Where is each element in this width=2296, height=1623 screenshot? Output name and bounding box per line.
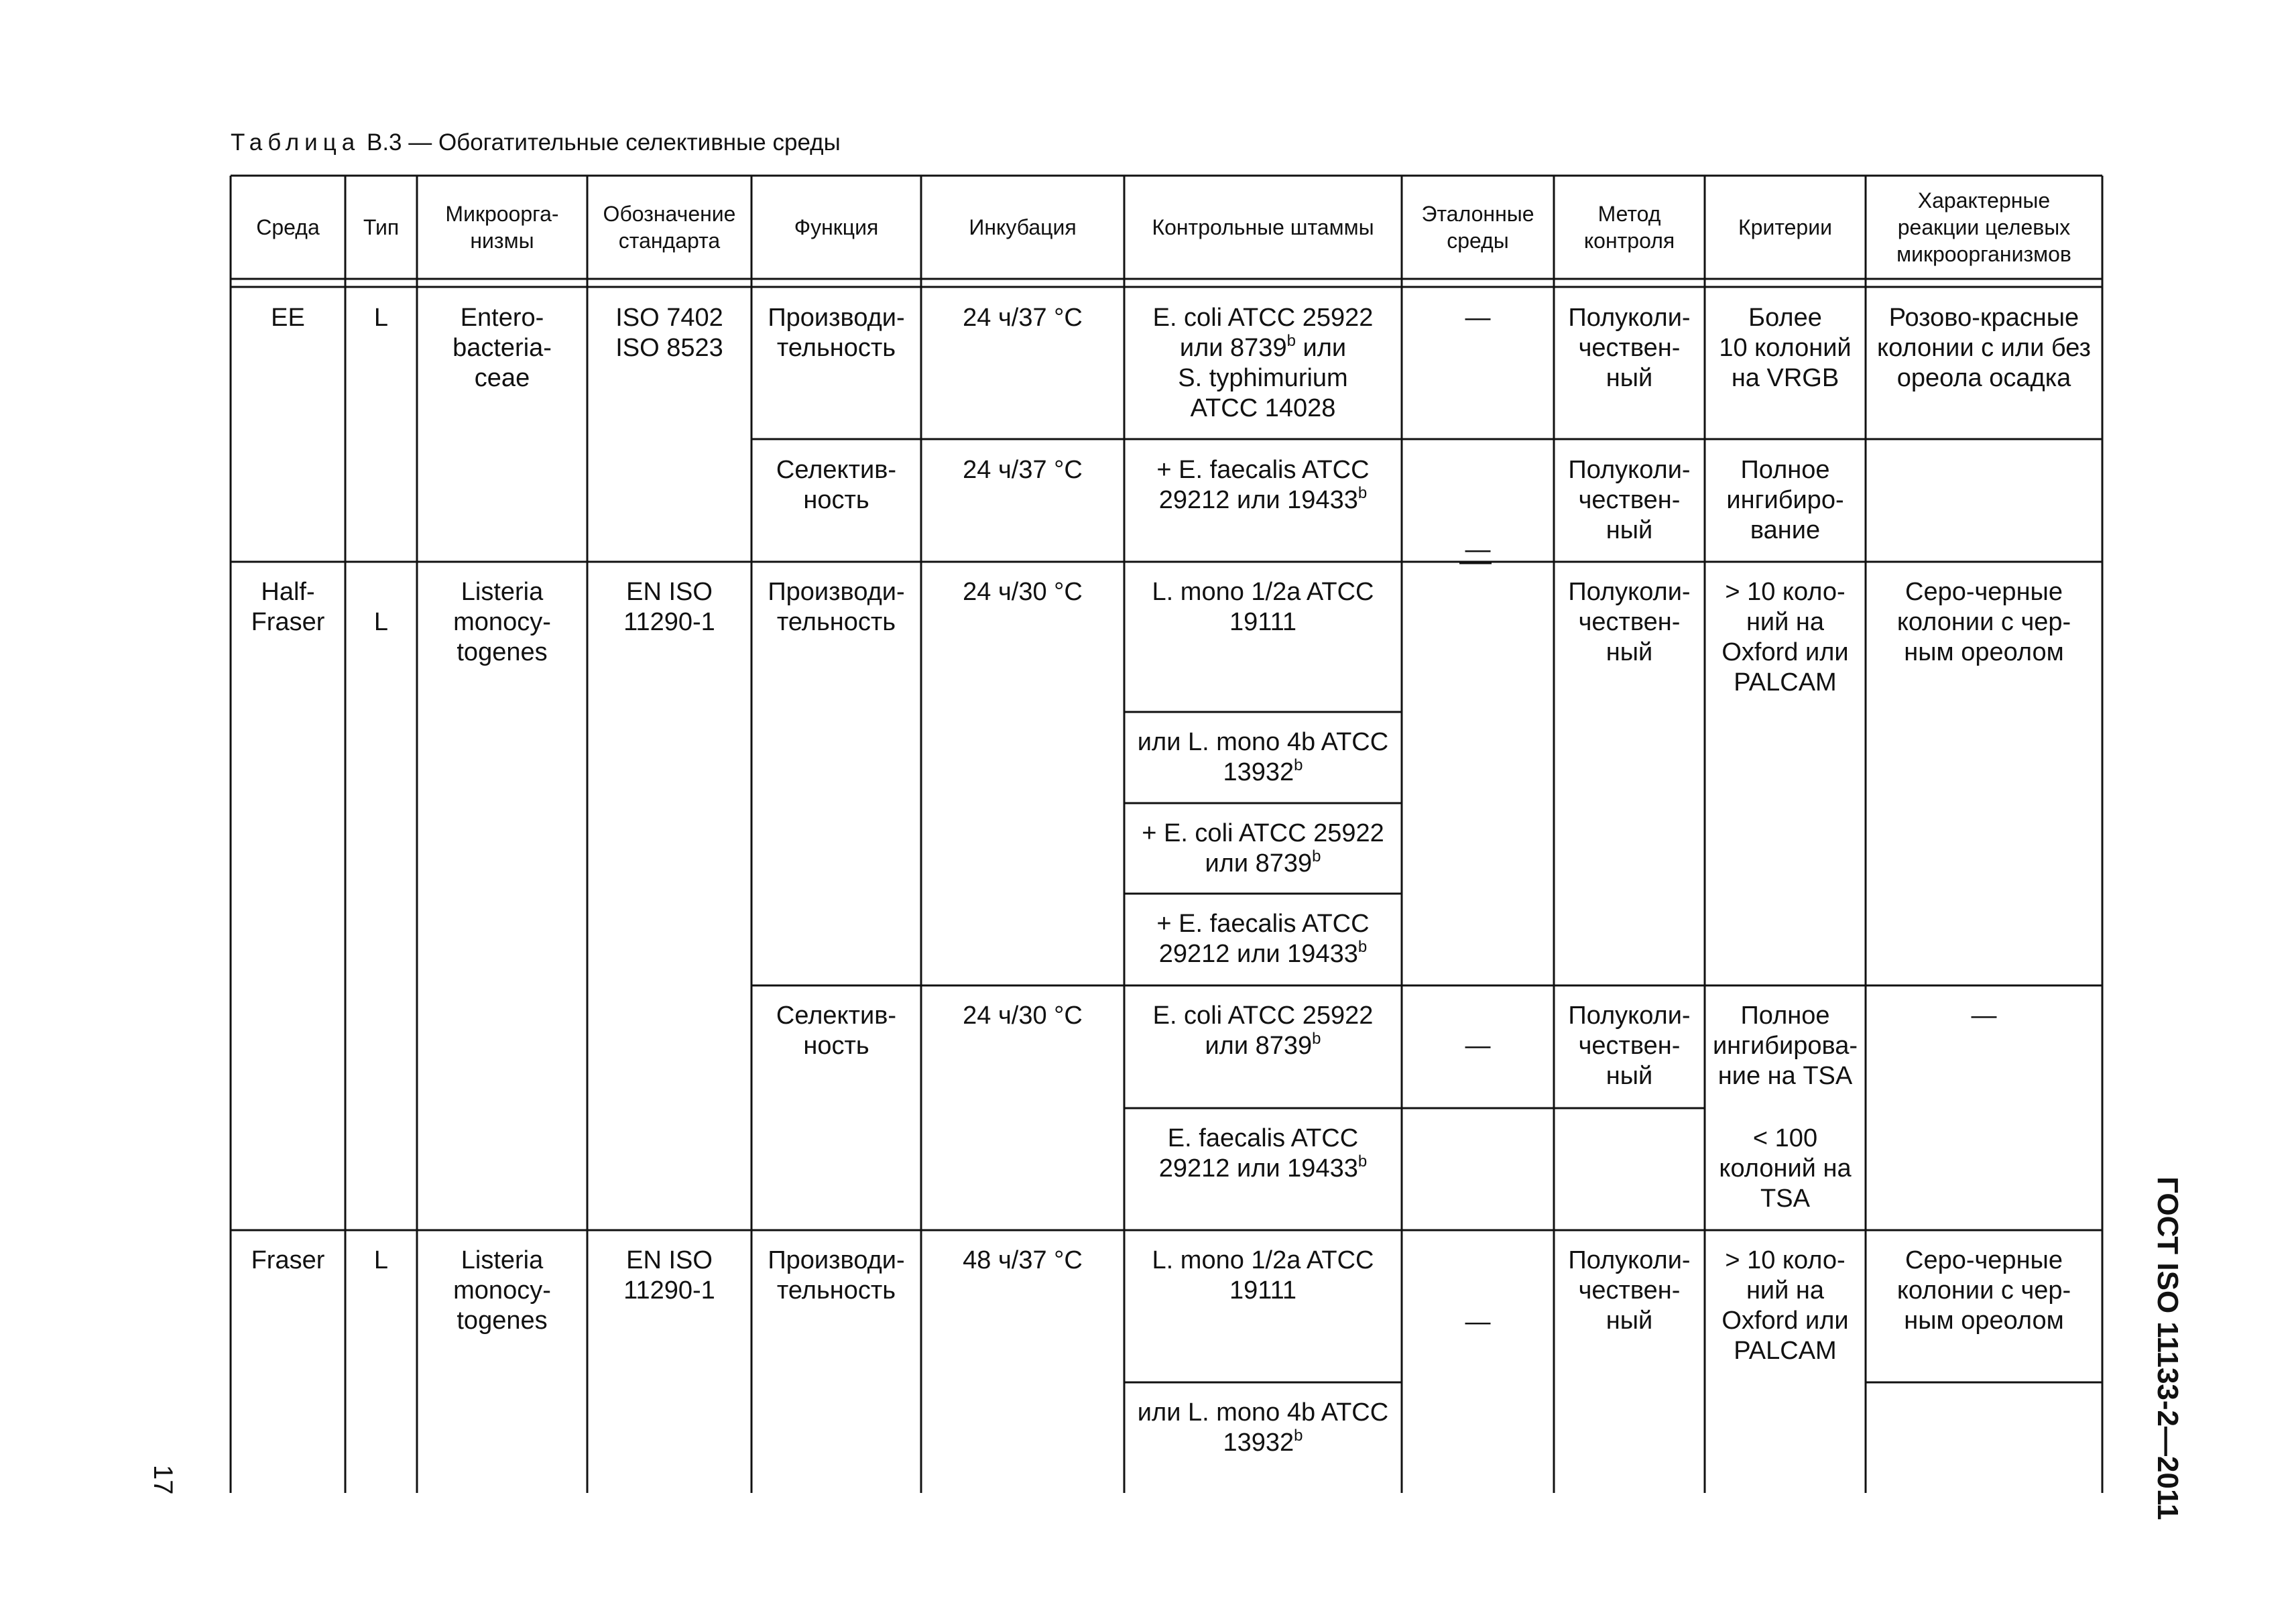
ee-selectivity-method: Полуколи- чествен- ный: [1568, 456, 1691, 544]
half-fraser-strain-4-text: + E. faecalis ATCC 29212 или 19433: [1156, 910, 1370, 968]
header-standard: Обозначение стандарта: [603, 202, 736, 253]
half-fraser-selectivity-reference: —: [1465, 1032, 1491, 1060]
half-fraser-selectivity-reactions: —: [1971, 1002, 1997, 1030]
half-fraser-selectivity-criteria-1: Полное ингибирова- ние на TSA: [1712, 1002, 1858, 1090]
ee-standard: ISO 7402 ISO 8523: [615, 304, 723, 362]
half-fraser-reactions: Серо-черные колонии с чер- ным ореолом: [1896, 578, 2071, 666]
ee-selectivity-criteria: Полное ингибиро- вание: [1726, 456, 1844, 544]
half-fraser-strain-4: [1124, 909, 1402, 969]
footnote-b: b: [1357, 1152, 1368, 1170]
half-fraser-standard: EN ISO 11290-1: [623, 578, 715, 636]
fraser-standard: EN ISO 11290-1: [623, 1246, 715, 1305]
ee-medium: EE: [271, 304, 305, 332]
ee-strain-b: или S. typhimurium ATCC 14028: [1178, 334, 1348, 422]
ee-productivity-incubation: 24 ч/37 °C: [963, 304, 1083, 332]
header-incubation: Инкубация: [969, 215, 1077, 239]
ee-type: L: [373, 304, 389, 332]
fraser-method: Полуколи- чествен- ный: [1568, 1246, 1691, 1335]
ee-productivity-criteria: Более 10 колоний на VRGB: [1719, 304, 1852, 392]
half-fraser-selectivity-incubation: 24 ч/30 °C: [963, 1002, 1083, 1030]
half-fraser-selectivity-criteria-2: < 100 колоний на TSA: [1719, 1124, 1852, 1213]
fraser-strain-1: L. mono 1/2a ATCC 19111: [1152, 1246, 1374, 1305]
half-fraser-strain-1: L. mono 1/2a ATCC 19111: [1152, 578, 1374, 636]
footnote-b: b: [1294, 1427, 1303, 1445]
header-type: Тип: [363, 215, 400, 239]
footnote-b: b: [1357, 938, 1368, 956]
footnote-b: b: [1312, 847, 1321, 865]
half-fraser-selectivity-function: Селектив- ность: [776, 1002, 897, 1060]
half-fraser-strain-3: [1124, 819, 1402, 879]
fraser-strain-2-text: или L. mono 4b ATCC 13932: [1137, 1398, 1389, 1457]
caption-text: В.3 — Обогатительные селективные среды: [366, 129, 841, 156]
ee-productivity-reference: —: [1465, 304, 1491, 332]
fraser-reference: —: [1465, 1308, 1491, 1336]
header-control-method: Метод контроля: [1583, 202, 1675, 253]
ee-selectivity-function: Селектив- ность: [776, 456, 897, 514]
ee-reactions: Розово-красные колонии с или без ореола осадка: [1877, 304, 2091, 392]
ee-strain-a: E. coli ATCC 25922 или 8739: [1152, 304, 1374, 362]
fraser-medium: Fraser: [251, 1246, 325, 1274]
page-number: 17: [148, 1465, 178, 1495]
caption-label: Таблица: [231, 129, 361, 156]
ee-selectivity-incubation: 24 ч/37 °C: [963, 456, 1083, 484]
half-fraser-selectivity-strain-2: [1124, 1124, 1402, 1184]
half-fraser-microorganisms: Listeria monocy- togenes: [453, 578, 551, 666]
header-reactions: Характерные реакции целевых микроорганизмов: [1896, 188, 2071, 266]
half-fraser-productivity-incubation: 24 ч/30 °C: [963, 578, 1083, 606]
footnote-b: b: [1312, 1030, 1321, 1048]
ee-productivity-method: Полуколи- чествен- ный: [1568, 304, 1691, 392]
fraser-criteria: > 10 коло- ний на Oxford или PALCAM: [1721, 1246, 1849, 1365]
header-medium: Среда: [256, 215, 320, 239]
half-fraser-productivity-method: Полуколи- чествен- ный: [1568, 578, 1691, 666]
ee-selectivity-strain: [1124, 455, 1402, 516]
half-fraser-productivity-function: Производи- тельность: [768, 578, 905, 636]
fraser-type: L: [373, 1246, 389, 1274]
half-fraser-strain-3-text: + E. coli ATCC 25922 или 8739: [1142, 819, 1384, 878]
half-fraser-medium: Half- Fraser: [251, 578, 325, 636]
ee-productivity-function: Производи- тельность: [768, 304, 905, 362]
fraser-function: Производи- тельность: [768, 1246, 905, 1305]
standard-id: ГОСТ ISO 11133-2—2011: [2151, 1177, 2184, 1520]
fraser-strain-2: [1124, 1398, 1402, 1458]
half-fraser-productivity-criteria: > 10 коло- ний на Oxford или PALCAM: [1721, 578, 1849, 697]
footnote-b: b: [1294, 756, 1303, 774]
ee-selectivity-reference: —: [1465, 536, 1491, 564]
fraser-microorganisms: Listeria monocy- togenes: [453, 1246, 551, 1335]
header-control-strains: Контрольные штаммы: [1152, 215, 1374, 239]
half-fraser-type: L: [373, 608, 389, 636]
half-fraser-strain-2-text: или L. mono 4b ATCC 13932: [1137, 728, 1389, 786]
footnote-b: b: [1357, 484, 1368, 502]
half-fraser-selectivity-method: Полуколи- чествен- ный: [1568, 1002, 1691, 1090]
half-fraser-selectivity-strain-2-text: E. faecalis ATCC 29212 или 19433: [1158, 1124, 1359, 1183]
fraser-reactions: Серо-черные колонии с чер- ным ореолом: [1896, 1246, 2071, 1335]
ee-microorganisms: Entero- bacteria- ceae: [452, 304, 552, 392]
ee-selectivity-strain-text: + E. faecalis ATCC 29212 или 19433: [1156, 456, 1370, 514]
header-microorganisms: Микроорга- низмы: [445, 202, 559, 253]
half-fraser-selectivity-strain-1: [1124, 1001, 1402, 1061]
half-fraser-selectivity-strain-1-text: E. coli ATCC 25922 или 8739: [1152, 1002, 1374, 1060]
footnote-b: b: [1286, 332, 1296, 350]
half-fraser-strain-2: [1124, 727, 1402, 788]
fraser-incubation: 48 ч/37 °C: [963, 1246, 1083, 1274]
ee-productivity-strains: [1124, 303, 1402, 424]
header-criteria: Критерии: [1738, 215, 1832, 239]
header-reference-media: Эталонные среды: [1421, 202, 1534, 253]
header-function: Функция: [794, 215, 879, 239]
